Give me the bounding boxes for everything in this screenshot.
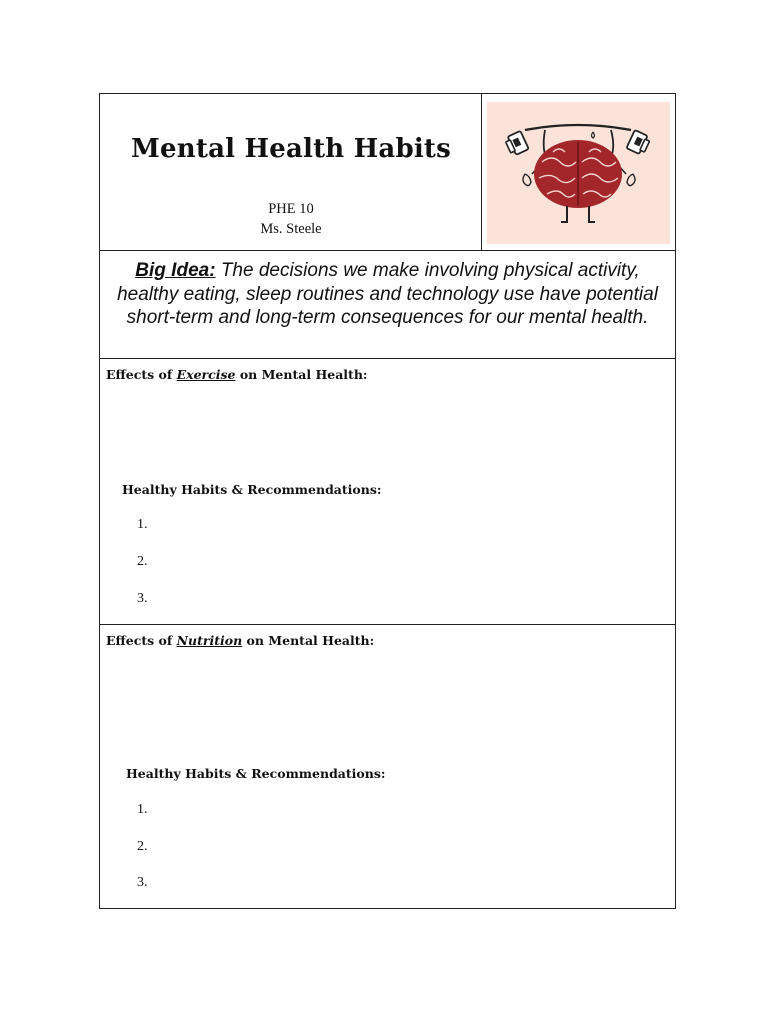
title-cell: [100, 94, 482, 251]
header-row: [100, 94, 675, 251]
big-idea-row: [100, 251, 675, 359]
section-heading: [106, 367, 368, 382]
page-title: Mental Health Habits: [131, 134, 451, 164]
heading-suffix: on Mental Health:: [235, 367, 368, 382]
heading-suffix: on Mental Health:: [242, 633, 375, 648]
list-number: 3.: [137, 591, 148, 606]
big-idea-text: The decisions we make involving physical activity, healthy eating, sleep routines and technology use have potential short-term and long-term consequences for our mental health.: [117, 260, 658, 328]
list-number: 3.: [137, 875, 148, 890]
section-exercise: [100, 359, 675, 625]
list-number: 2.: [137, 839, 148, 854]
worksheet: [99, 93, 676, 909]
course-code: PHE 10: [268, 201, 314, 217]
habits-heading: Healthy Habits & Recommendations:: [122, 482, 382, 497]
heading-prefix: Effects of: [106, 367, 177, 382]
list-number: 1.: [137, 802, 148, 817]
heading-prefix: Effects of: [106, 633, 177, 648]
section-heading: [106, 633, 374, 648]
heading-topic: Exercise: [176, 367, 236, 382]
big-idea-label: Big Idea:: [135, 260, 216, 281]
habits-heading: Healthy Habits & Recommendations:: [126, 766, 386, 781]
list-number: 1.: [137, 517, 148, 532]
heading-topic: Nutrition: [176, 633, 243, 648]
big-idea: [114, 259, 661, 330]
list-number: 2.: [137, 554, 148, 569]
section-nutrition: [100, 625, 675, 910]
brain-lifting-barbell-icon: [487, 102, 670, 244]
teacher-name: Ms. Steele: [260, 221, 322, 237]
